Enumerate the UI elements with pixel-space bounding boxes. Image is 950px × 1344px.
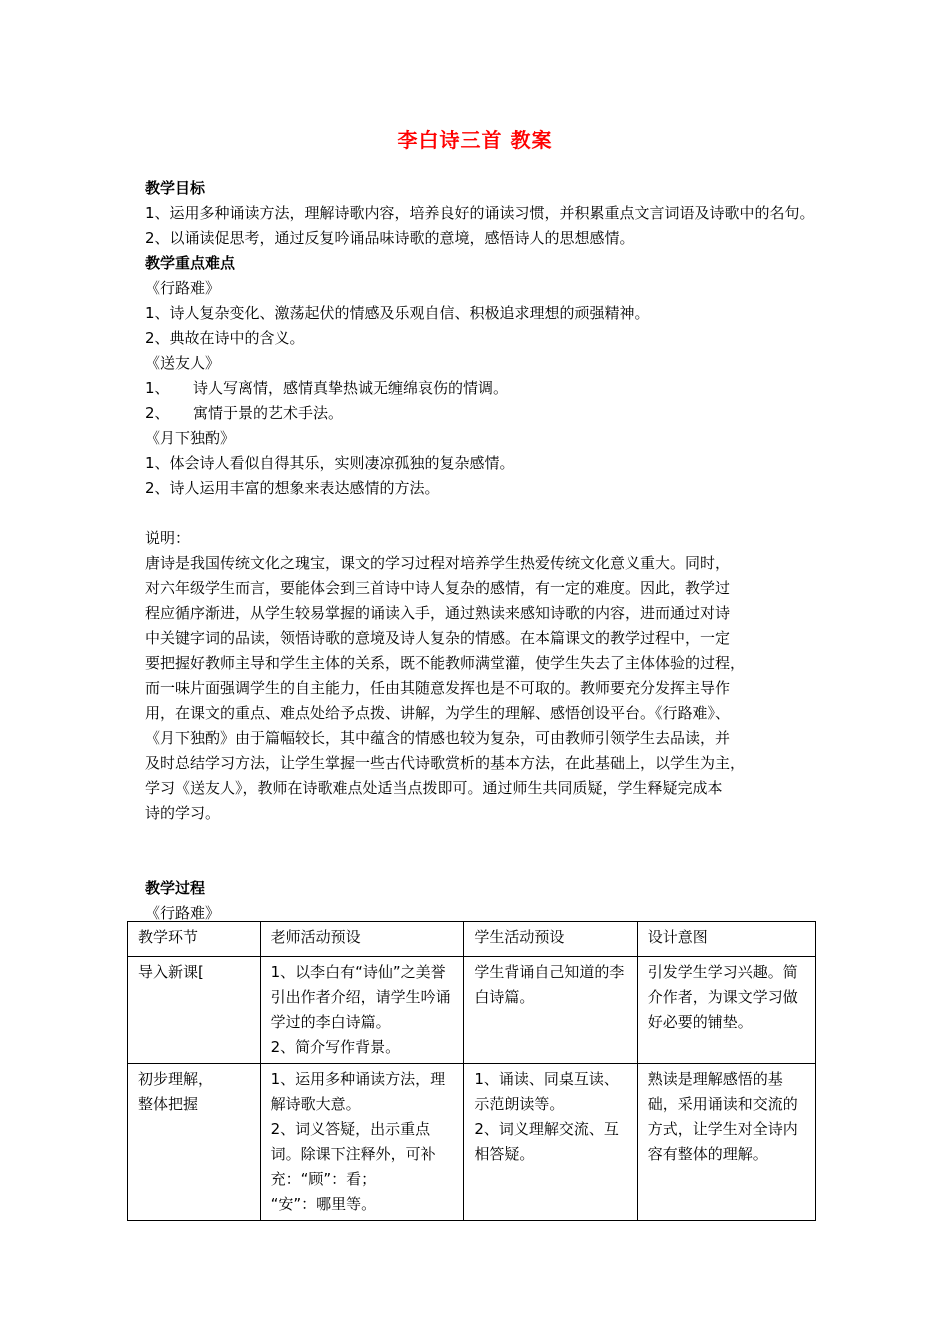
teacher-activity-cell: 1、运用多种诵读方法，理解诗歌大意。 2、词义答疑，出示重点词。除课下注释外，可补充：“顾”：看； “安”：哪里等。 bbox=[260, 1064, 464, 1221]
key-point-item: 1、体会诗人看似自得其乐，实则凄凉孤独的复杂感情。 bbox=[145, 454, 515, 472]
table-header-cell: 学生活动预设 bbox=[464, 922, 637, 957]
key-points-heading: 教学重点难点 bbox=[145, 254, 236, 272]
process-heading: 教学过程 bbox=[145, 879, 206, 897]
item-text: 诗人写离情，感情真挚热诚无缠绵哀伤的情调。 bbox=[193, 379, 509, 397]
teaching-process-table bbox=[127, 921, 816, 1221]
table-header-cell: 教学环节 bbox=[128, 922, 261, 957]
note-line: 而一味片面强调学生的自主能力，任由其随意发挥也是不可取的。教师要充分发挥主导作 bbox=[145, 679, 731, 697]
key-point-item: 2、诗人运用丰富的想象来表达感情的方法。 bbox=[145, 479, 440, 497]
student-activity-cell: 学生背诵自己知道的李白诗篇。 bbox=[464, 957, 637, 1064]
table-header-cell: 设计意图 bbox=[637, 922, 815, 957]
design-intent-cell: 熟读是理解感悟的基础，采用诵读和交流的方式，让学生对全诗内容有整体的理解。 bbox=[637, 1064, 815, 1221]
key-point-item: 2、典故在诗中的含义。 bbox=[145, 329, 305, 347]
table-row bbox=[128, 1064, 816, 1221]
objective-item: 2、以诵读促思考，通过反复吟诵品味诗歌的意境，感悟诗人的思想感情。 bbox=[145, 229, 635, 247]
poem-name: 《月下独酌》 bbox=[145, 429, 236, 447]
design-intent-cell: 引发学生学习兴趣。简介作者，为课文学习做好必要的铺垫。 bbox=[637, 957, 815, 1064]
note-label: 说明： bbox=[145, 529, 191, 547]
stage-cell: 导入新课[ bbox=[128, 957, 261, 1064]
note-line: 唐诗是我国传统文化之瑰宝，课文的学习过程对培养学生热爱传统文化意义重大。同时， bbox=[145, 554, 731, 572]
table-row bbox=[128, 957, 816, 1064]
student-activity-cell: 1、诵读、同桌互读、示范朗读等。 2、词义理解交流、互相答疑。 bbox=[464, 1064, 637, 1221]
objectives-heading: 教学目标 bbox=[145, 179, 206, 197]
key-point-item: 1、诗人复杂变化、激荡起伏的情感及乐观自信、积极追求理想的顽强精神。 bbox=[145, 304, 650, 322]
poem-name: 《行路难》 bbox=[145, 279, 221, 297]
note-line: 要把握好教师主导和学生主体的关系，既不能教师满堂灌，使学生失去了主体体验的过程， bbox=[145, 654, 746, 672]
poem-name: 《送友人》 bbox=[145, 354, 221, 372]
note-line: 用，在课文的重点、难点处给予点拨、讲解，为学生的理解、感悟创设平台。《行路难》、 bbox=[145, 704, 731, 722]
note-line: 对六年级学生而言，要能体会到三首诗中诗人复杂的感情，有一定的难度。因此，教学过 bbox=[145, 579, 731, 597]
process-poem-name: 《行路难》 bbox=[145, 904, 221, 922]
key-point-item bbox=[145, 401, 815, 426]
note-line: 及时总结学习方法，让学生掌握一些古代诗歌赏析的基本方法，在此基础上，以学生为主， bbox=[145, 754, 746, 772]
teacher-activity-cell: 1、以李白有“诗仙”之美誉引出作者介绍，请学生吟诵学过的李白诗篇。 2、简介写作背景。 bbox=[260, 957, 464, 1064]
item-number: 1、 bbox=[145, 379, 170, 397]
note-line: 《月下独酌》由于篇幅较长，其中蕴含的情感也较为复杂，可由教师引领学生去品读，并 bbox=[145, 729, 731, 747]
table-header-cell: 老师活动预设 bbox=[260, 922, 464, 957]
note-line: 程应循序渐进，从学生较易掌握的诵读入手，通过熟读来感知诗歌的内容，进而通过对诗 bbox=[145, 604, 731, 622]
item-number: 2、 bbox=[145, 404, 170, 422]
note-line: 中关键字词的品读，领悟诗歌的意境及诗人复杂的情感。在本篇课文的教学过程中，一定 bbox=[145, 629, 731, 647]
key-point-item bbox=[145, 376, 815, 401]
item-text: 寓情于景的艺术手法。 bbox=[193, 404, 344, 422]
table-header-row bbox=[128, 922, 816, 957]
document-title: 李白诗三首 教案 bbox=[397, 128, 553, 152]
note-line: 学习《送友人》，教师在诗歌难点处适当点拨即可。通过师生共同质疑，学生释疑完成本 bbox=[145, 779, 723, 797]
document-body bbox=[145, 176, 815, 926]
stage-cell: 初步理解， 整体把握 bbox=[128, 1064, 261, 1221]
objective-item: 1、运用多种诵读方法，理解诗歌内容，培养良好的诵读习惯，并积累重点文言词语及诗歌中的名句。 bbox=[145, 204, 815, 222]
note-line: 诗的学习。 bbox=[145, 804, 221, 822]
